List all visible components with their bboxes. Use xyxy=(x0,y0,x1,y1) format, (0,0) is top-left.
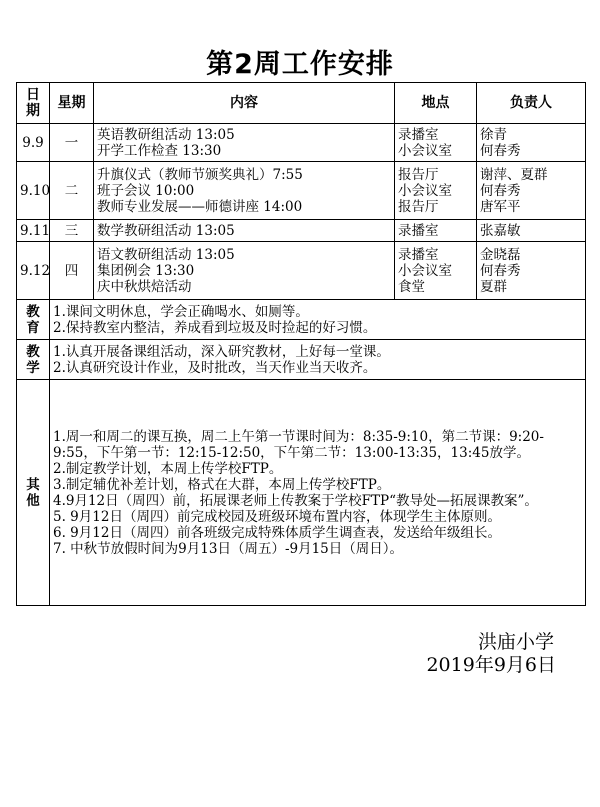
note-item: 2.制定教学计划，本周上传学校FTP。 xyxy=(53,460,283,477)
person-line: 唐军平 xyxy=(480,198,521,215)
row-date: 9.9 xyxy=(17,124,50,162)
table-row xyxy=(17,220,586,242)
row-date: 9.12 xyxy=(17,242,50,300)
row-day: 二 xyxy=(50,162,94,220)
note-item: 5. 9月12日（周四）前完成校园及班级环境布置内容，体现学生主体原则。 xyxy=(53,508,501,525)
person-line: 何春秀 xyxy=(480,262,521,279)
person-line: 夏群 xyxy=(480,278,507,295)
note-item: 1.课间文明休息，学会正确喝水、如厕等。 xyxy=(53,303,309,320)
row-content xyxy=(94,124,395,162)
row-person xyxy=(477,162,586,220)
row-person xyxy=(477,124,586,162)
place-line: 报告厅 xyxy=(398,166,439,183)
header-day: 星期 xyxy=(50,83,94,124)
content-line: 升旗仪式（教师节颁奖典礼）7:55 xyxy=(97,166,303,183)
note-item: 7. 中秋节放假时间为9月13日（周五）-9月15日（周日）。 xyxy=(53,540,404,557)
schedule-table xyxy=(16,82,586,606)
section-label: 其他 xyxy=(17,380,50,606)
note-item: 4.9月12日（周四）前，拓展课老师上传教案于学校FTP“教导处—拓展课教案”。 xyxy=(53,492,538,509)
note-item: 6. 9月12日（周四）前各班级完成特殊体质学生调查表，发送给年级组长。 xyxy=(53,524,501,541)
row-person xyxy=(477,220,586,242)
row-place xyxy=(395,220,477,242)
document-date: 2019年9月6日 xyxy=(426,654,556,676)
note-item: 2.保持教室内整洁，养成看到垃圾及时捡起的好习惯。 xyxy=(53,319,377,336)
table-row xyxy=(17,162,586,220)
person-line: 谢萍、夏群 xyxy=(480,166,548,183)
content-line: 集团例会 13:30 xyxy=(97,262,195,279)
person-line: 张嘉敏 xyxy=(480,222,521,239)
row-date: 9.11 xyxy=(17,220,50,242)
header-place: 地点 xyxy=(395,83,477,124)
place-line: 录播室 xyxy=(398,222,439,239)
section-other xyxy=(17,380,586,606)
row-place xyxy=(395,242,477,300)
row-person xyxy=(477,242,586,300)
place-line: 小会议室 xyxy=(398,142,452,159)
note-item: 3.制定辅优补差计划，格式在大群，本周上传学校FTP。 xyxy=(53,476,391,493)
header-person: 负责人 xyxy=(477,83,586,124)
content-line: 庆中秋烘焙活动 xyxy=(97,278,192,295)
page-title: 第2周工作安排 xyxy=(206,49,394,80)
section-label: 教育 xyxy=(17,300,50,340)
person-line: 金晓磊 xyxy=(480,246,521,263)
note-item: 1.认真开展备课组活动，深入研究教材，上好每一堂课。 xyxy=(53,343,390,360)
table-row xyxy=(17,124,586,162)
row-content xyxy=(94,220,395,242)
row-content xyxy=(94,162,395,220)
note-item: 1.周一和周二的课互换，周二上午第一节课时间为：8:35-9:10，第二节课：9:20-9:55，下午第一节：12:15-12:50，下午第二节：13:00-13:35，13:45放学。 xyxy=(53,428,544,461)
place-line: 录播室 xyxy=(398,126,439,143)
content-line: 班子会议 10:00 xyxy=(97,182,195,199)
section-notes xyxy=(50,340,586,380)
note-item: 2.认真研究设计作业，及时批改，当天作业当天收齐。 xyxy=(53,359,377,376)
section-education xyxy=(17,300,586,340)
section-teaching xyxy=(17,340,586,380)
place-line: 报告厅 xyxy=(398,198,439,215)
place-line: 食堂 xyxy=(398,278,425,295)
table-row xyxy=(17,242,586,300)
row-day: 四 xyxy=(50,242,94,300)
header-content: 内容 xyxy=(94,83,395,124)
section-notes xyxy=(50,380,586,606)
row-content xyxy=(94,242,395,300)
header-date: 日期 xyxy=(17,83,50,124)
row-date: 9.10 xyxy=(17,162,50,220)
table-header-row xyxy=(17,83,586,124)
section-label: 教学 xyxy=(17,340,50,380)
row-day: 一 xyxy=(50,124,94,162)
place-line: 小会议室 xyxy=(398,262,452,279)
person-line: 徐青 xyxy=(480,126,507,143)
place-line: 录播室 xyxy=(398,246,439,263)
content-line: 英语教研组活动 13:05 xyxy=(97,126,235,143)
row-place xyxy=(395,124,477,162)
content-line: 教师专业发展——师德讲座 14:00 xyxy=(97,198,303,215)
content-line: 语文教研组活动 13:05 xyxy=(97,246,235,263)
person-line: 何春秀 xyxy=(480,142,521,159)
row-place xyxy=(395,162,477,220)
school-name: 洪庙小学 xyxy=(477,631,554,653)
section-notes xyxy=(50,300,586,340)
place-line: 小会议室 xyxy=(398,182,452,199)
content-line: 数学教研组活动 13:05 xyxy=(97,222,235,239)
content-line: 开学工作检查 13:30 xyxy=(97,142,222,159)
person-line: 何春秀 xyxy=(480,182,521,199)
row-day: 三 xyxy=(50,220,94,242)
